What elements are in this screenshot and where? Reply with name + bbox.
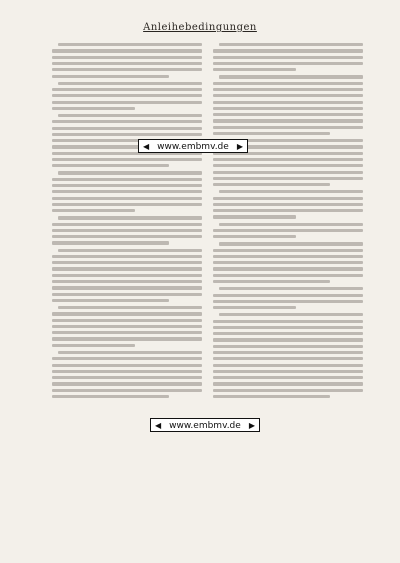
text-line bbox=[52, 223, 202, 226]
text-line bbox=[213, 338, 363, 341]
text-line bbox=[213, 274, 363, 277]
text-line bbox=[213, 267, 363, 270]
text-line bbox=[52, 337, 202, 340]
text-line bbox=[219, 190, 363, 193]
text-line bbox=[213, 326, 363, 329]
text-line bbox=[219, 223, 363, 226]
text-line bbox=[52, 190, 202, 193]
text-line bbox=[58, 82, 202, 85]
text-paragraph bbox=[213, 190, 363, 218]
text-line bbox=[213, 357, 363, 360]
text-line bbox=[213, 203, 363, 206]
text-line bbox=[213, 261, 363, 264]
text-line bbox=[58, 306, 202, 309]
text-line bbox=[213, 209, 363, 212]
page-title: Anleihebedingungen bbox=[143, 22, 257, 33]
text-line bbox=[213, 107, 363, 110]
text-line bbox=[52, 203, 202, 206]
text-line bbox=[213, 249, 363, 252]
text-line bbox=[52, 133, 202, 136]
text-paragraph bbox=[213, 242, 363, 283]
arrow-right-icon: ▶ bbox=[236, 142, 243, 151]
text-line bbox=[52, 255, 202, 258]
text-line bbox=[52, 75, 169, 78]
text-line bbox=[58, 351, 202, 354]
text-line bbox=[52, 389, 202, 392]
text-line bbox=[213, 113, 363, 116]
text-line bbox=[52, 293, 202, 296]
text-line bbox=[213, 235, 296, 238]
text-line bbox=[52, 319, 202, 322]
text-paragraph bbox=[52, 249, 202, 302]
text-line bbox=[213, 183, 330, 186]
text-line bbox=[52, 357, 202, 360]
text-line bbox=[52, 344, 135, 347]
text-line bbox=[213, 229, 363, 232]
text-line bbox=[58, 114, 202, 117]
text-paragraph bbox=[213, 43, 363, 71]
text-line bbox=[213, 197, 363, 200]
text-line bbox=[52, 49, 202, 52]
text-line bbox=[213, 88, 363, 91]
text-line bbox=[52, 382, 202, 385]
text-line bbox=[219, 242, 363, 245]
text-line bbox=[52, 331, 202, 334]
text-paragraph bbox=[213, 223, 363, 239]
text-line bbox=[52, 299, 169, 302]
text-paragraph bbox=[52, 171, 202, 212]
text-line bbox=[213, 300, 363, 303]
text-line bbox=[213, 164, 363, 167]
text-line bbox=[219, 287, 363, 290]
text-line bbox=[213, 177, 363, 180]
text-paragraph bbox=[52, 82, 202, 110]
text-line bbox=[52, 164, 169, 167]
text-line bbox=[58, 171, 202, 174]
text-line bbox=[213, 376, 363, 379]
text-line bbox=[213, 132, 330, 135]
text-line bbox=[52, 107, 135, 110]
watermark-stamp bbox=[138, 139, 248, 153]
text-line bbox=[213, 320, 363, 323]
text-line bbox=[58, 43, 202, 46]
text-line bbox=[52, 178, 202, 181]
text-line bbox=[58, 216, 202, 219]
text-line bbox=[52, 62, 202, 65]
text-line bbox=[213, 332, 363, 335]
text-line bbox=[52, 158, 202, 161]
arrow-left-icon: ◀ bbox=[143, 142, 150, 151]
text-line bbox=[213, 255, 363, 258]
text-line bbox=[52, 68, 202, 71]
text-paragraph bbox=[213, 287, 363, 309]
text-line bbox=[52, 241, 169, 244]
text-line bbox=[213, 395, 330, 398]
text-line bbox=[52, 274, 202, 277]
text-line bbox=[52, 197, 202, 200]
text-line bbox=[52, 370, 202, 373]
text-line bbox=[213, 389, 363, 392]
text-paragraph bbox=[52, 351, 202, 398]
text-line bbox=[52, 261, 202, 264]
text-line bbox=[52, 88, 202, 91]
text-line bbox=[213, 171, 363, 174]
text-line bbox=[52, 120, 202, 123]
text-line bbox=[52, 56, 202, 59]
text-line bbox=[213, 364, 363, 367]
right-column bbox=[213, 40, 363, 402]
text-line bbox=[213, 126, 363, 129]
text-paragraph bbox=[52, 43, 202, 78]
watermark-stamp bbox=[150, 418, 260, 432]
text-line bbox=[213, 94, 363, 97]
text-line bbox=[52, 94, 202, 97]
text-line bbox=[52, 184, 202, 187]
text-line bbox=[52, 376, 202, 379]
text-line bbox=[219, 43, 363, 46]
text-line bbox=[52, 325, 202, 328]
watermark-text: www.embmv.de bbox=[157, 142, 229, 152]
text-line bbox=[213, 294, 363, 297]
text-line bbox=[219, 75, 363, 78]
arrow-right-icon: ▶ bbox=[248, 421, 255, 430]
text-line bbox=[52, 101, 202, 104]
text-line bbox=[213, 101, 363, 104]
text-line bbox=[213, 382, 363, 385]
text-line bbox=[52, 235, 202, 238]
watermark-text: www.embmv.de bbox=[169, 421, 241, 431]
text-line bbox=[52, 395, 169, 398]
text-line bbox=[213, 82, 363, 85]
text-line bbox=[52, 229, 202, 232]
text-line bbox=[213, 56, 363, 59]
text-line bbox=[213, 345, 363, 348]
text-line bbox=[213, 49, 363, 52]
text-line bbox=[213, 68, 296, 71]
text-line bbox=[213, 351, 363, 354]
text-line bbox=[52, 127, 202, 130]
text-line bbox=[52, 209, 135, 212]
text-paragraph bbox=[213, 313, 363, 398]
text-line bbox=[213, 158, 363, 161]
text-paragraph bbox=[52, 306, 202, 347]
text-line bbox=[213, 119, 363, 122]
text-line bbox=[213, 62, 363, 65]
text-paragraph bbox=[213, 75, 363, 135]
text-line bbox=[52, 286, 202, 289]
arrow-left-icon: ◀ bbox=[155, 421, 162, 430]
text-line bbox=[52, 364, 202, 367]
text-line bbox=[52, 280, 202, 283]
text-line bbox=[213, 370, 363, 373]
text-paragraph bbox=[52, 216, 202, 244]
text-line bbox=[52, 267, 202, 270]
text-line bbox=[213, 306, 296, 309]
text-line bbox=[213, 215, 296, 218]
text-line bbox=[58, 249, 202, 252]
text-line bbox=[213, 280, 330, 283]
text-line bbox=[52, 312, 202, 315]
text-line bbox=[219, 313, 363, 316]
left-column bbox=[52, 40, 202, 402]
